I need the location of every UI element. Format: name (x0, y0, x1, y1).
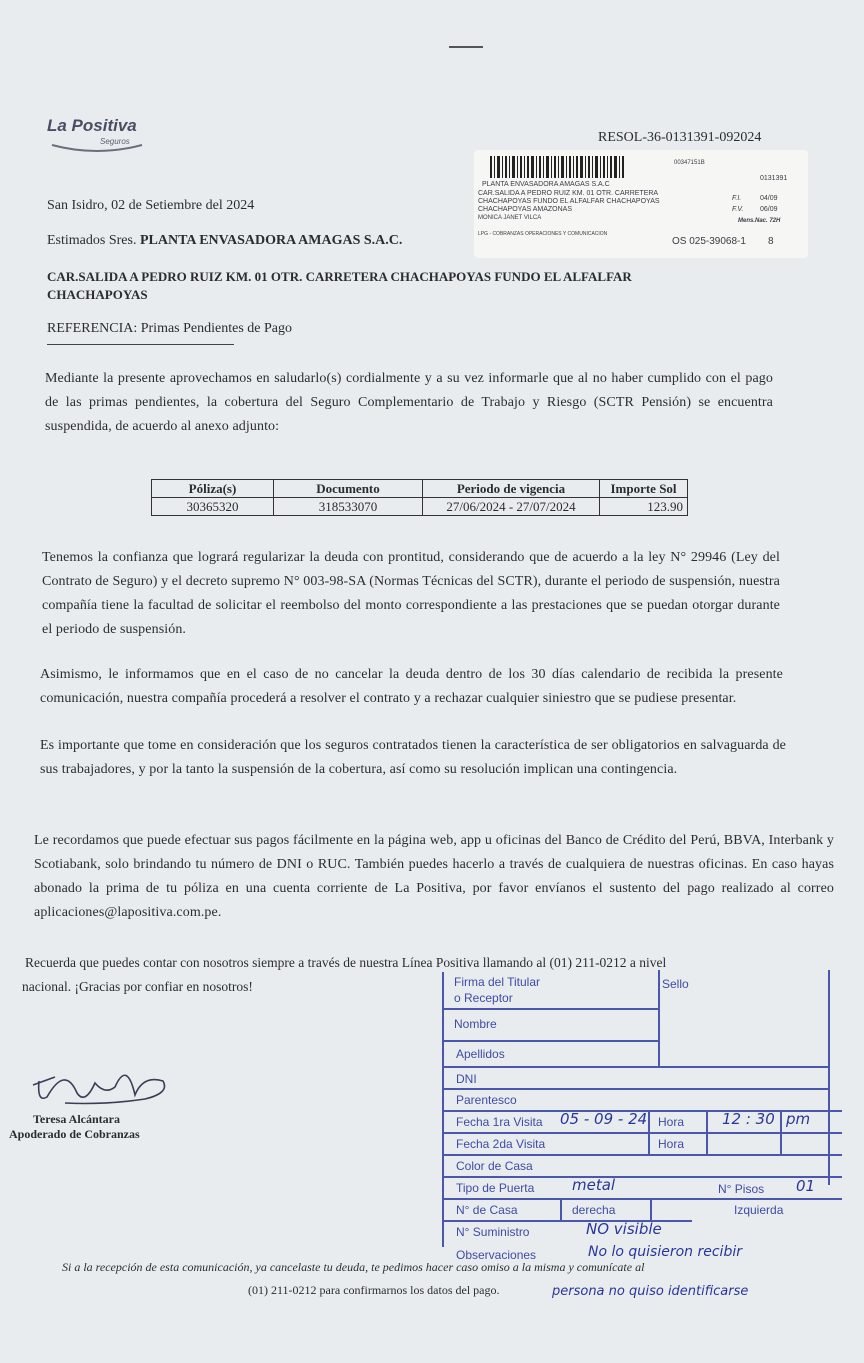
stamp-col-line (560, 1198, 562, 1220)
label-address-1: CAR.SALIDA A PEDRO RUIZ KM. 01 OTR. CARRETERA (478, 190, 659, 197)
label-code: 0131391 (760, 175, 788, 182)
paragraph-5: Le recordamos que puede efectuar sus pagos fácilmente en la página web, app u oficinas del Banco de Crédito del Perú, BBVA, Interbank y Scotiabank, solo brindando tu número de DNI o RUC. También puedes hacerlo a través de cualquiera de nuestras oficinas. En caso hayas abonado la prima de tu póliza en una cuenta corriente de La Positiva, por favor envíanos el sustento del pago realizado al correo aplicaciones@lapositiva.com.pe. (34, 833, 834, 920)
stamp-col-line (780, 1110, 782, 1154)
table-header-poliza: Póliza(s) (152, 480, 274, 498)
logo-swoosh (47, 139, 147, 159)
recipient-address: CAR.SALIDA A PEDRO RUIZ KM. 01 OTR. CARRETERA CHACHAPOYAS FUNDO EL ALFALFAR CHACHAPOYAS (47, 269, 632, 302)
paragraph-3: Asimismo, le informamos que en el caso de no cancelar la deuda dentro de los 30 días calendario de recibida la presente comunicación, nuestra compañía procederá a resolver el contrato y a rechazar cualquier siniestro que se pudiese presentar. (40, 667, 783, 706)
handwritten-fecha1: 05 - 09 - 24 (560, 1110, 648, 1128)
reference-underline (47, 344, 234, 345)
label-os-number: OS 025-39068-1 (672, 236, 746, 247)
stamp-divider-sello (658, 970, 660, 1066)
stamp-row-line (442, 1132, 842, 1134)
stamp-label-hora1: Hora (658, 1115, 685, 1129)
table-header-documento: Documento (274, 480, 423, 498)
stamp-label-fecha1: Fecha 1ra Visita (456, 1115, 543, 1129)
stamp-label-sello: Sello (662, 977, 689, 991)
signature-scribble (25, 1055, 175, 1115)
footer-line-1: Si a la recepción de esta comunicación, ya cancelaste tu deuda, te pedimos hacer caso omiso a la misma y comunícate al (62, 1260, 645, 1274)
label-department: LPG - COBRANZAS OPERACIONES Y COMUNICACION (478, 231, 608, 237)
company-logo-subtitle: Seguros (100, 137, 130, 146)
handwritten-suministro: NO visible (586, 1220, 662, 1238)
signer-name: Teresa Alcántara (33, 1112, 120, 1126)
barcode (490, 156, 670, 178)
stamp-label-n-casa: N° de Casa (456, 1203, 518, 1217)
policy-table (151, 479, 688, 516)
stamp-label-derecha: derecha (572, 1203, 616, 1217)
table-header-periodo: Periodo de vigencia (423, 480, 600, 498)
paragraph-1: Mediante la presente aprovechamos en saludarlo(s) cordialmente y a su vez informarle que al no haber cumplido con el pago de las primas pendientes, la cobertura del Seguro Complementario de Trabajo y Riesgo (SCTR Pensión) se encuentra suspendida, de acuerdo al anexo adjunto: (45, 371, 773, 434)
paragraph-2: Tenemos la confianza que logrará regularizar la deuda con prontitud, considerando que de acuerdo a la ley N° 29946 (Ley del Contrato de Seguro) y el decreto supremo N° 003-98-SA (Normas Técnicas del SCTR), durante el periodo de suspensión, nuestra compañía tiene la facultad de solicitar el reembolso del monto correspondiente a las prestaciones que se puedan otorgar durante el periodo de suspensión. (42, 550, 780, 637)
label-company: PLANTA ENVASADORA AMAGAS S.A.C (482, 181, 610, 188)
table-cell-poliza: 30365320 (152, 498, 274, 516)
label-fv-key: F.V. (732, 206, 744, 213)
stamp-row-line (442, 1066, 830, 1068)
stamp-label-parentesco: Parentesco (456, 1093, 517, 1107)
label-contact: MONICA JANET VILCA (478, 215, 542, 221)
label-fi-key: F.I. (732, 195, 742, 202)
stamp-col-line (706, 1110, 708, 1154)
reference-line: REFERENCIA: Primas Pendientes de Pago (47, 321, 292, 336)
stamp-label-observaciones: Observaciones (456, 1248, 537, 1262)
resolution-number: RESOL-36-0131391-092024 (598, 130, 762, 145)
label-fi-value: 04/09 (760, 195, 778, 202)
paragraph-4: Es importante que tome en consideración que los seguros contratados tienen la característica de ser obligatorios en salvaguarda de sus trabajadores, y por la tanto la suspensión de la cobertura, así como su resolución implican una contingencia. (40, 738, 786, 777)
stamp-col-line (650, 1198, 652, 1220)
stamp-label-dni: DNI (456, 1072, 477, 1086)
stamp-label-hora2: Hora (658, 1137, 685, 1151)
signer-role: Apoderado de Cobranzas (9, 1127, 140, 1141)
footer-line-2: (01) 211-0212 para confirmarnos los datos del pago. (248, 1283, 500, 1297)
shipping-label (474, 150, 808, 258)
handwritten-pisos: 01 (796, 1177, 816, 1195)
table-cell-documento: 318533070 (274, 498, 423, 516)
stamp-label-color: Color de Casa (456, 1159, 533, 1173)
handwritten-ampm: pm (786, 1110, 811, 1128)
barcode-number: 00347151B (674, 160, 705, 166)
label-fv-value: 06/09 (760, 206, 778, 213)
greeting (47, 233, 402, 249)
label-mens: Mens.Nac. 72H (738, 218, 781, 224)
stamp-label-tipo-puerta: Tipo de Puerta (456, 1181, 535, 1195)
label-os-suffix: 8 (768, 236, 774, 247)
letter-date: San Isidro, 02 de Setiembre del 2024 (47, 198, 255, 213)
stamp-label-nombre: Nombre (454, 1017, 497, 1031)
label-address-3: CHACHAPOYAS AMAZONAS (478, 206, 573, 213)
greeting-company: PLANTA ENVASADORA AMAGAS S.A.C. (139, 233, 403, 248)
stamp-border-right (828, 970, 830, 1185)
stamp-label-izquierda: Izquierda (734, 1203, 784, 1217)
label-address-2: CHACHAPOYAS FUNDO EL ALFALFAR CHACHAPOYAS (478, 198, 660, 205)
table-cell-importe: 123.90 (600, 498, 688, 516)
stamp-row-line (442, 1008, 658, 1010)
stamp-row-line (442, 1176, 842, 1178)
stamp-label-fecha2: Fecha 2da Visita (456, 1137, 546, 1151)
handwritten-observacion-1: No lo quisieron recibir (588, 1244, 742, 1260)
table-row (152, 498, 688, 516)
table-header-importe: Importe Sol (600, 480, 688, 498)
stamp-row-line (442, 1088, 830, 1090)
stamp-row-line (442, 1198, 842, 1200)
stamp-row-line (442, 1154, 842, 1156)
stamp-label-suministro: N° Suministro (456, 1225, 530, 1239)
greeting-prefix: Estimados Sres. (47, 233, 140, 248)
table-cell-periodo: 27/06/2024 - 27/07/2024 (423, 498, 600, 516)
stamp-row-line (442, 1040, 658, 1042)
stamp-label-firma: Firma del Titular (454, 975, 541, 989)
handwritten-hora1: 12 : 30 (722, 1110, 775, 1128)
handwritten-observacion-2: persona no quiso identificarse (552, 1284, 749, 1299)
paragraph-6-line-2: nacional. ¡Gracias por confiar en nosotros! (22, 979, 253, 994)
scan-mark (449, 46, 483, 48)
courier-visit-stamp (440, 970, 864, 1270)
company-logo: La Positiva (47, 116, 137, 135)
stamp-label-pisos: N° Pisos (718, 1182, 765, 1196)
stamp-label-receptor: o Receptor (454, 991, 513, 1005)
paragraph-6-line-1: Recuerda que puedes contar con nosotros siempre a través de nuestra Línea Positiva llamando al (01) 211-0212 a nivel (25, 955, 667, 970)
stamp-col-line (648, 1110, 650, 1154)
stamp-label-apellidos: Apellidos (456, 1047, 505, 1061)
handwritten-tipo-puerta: metal (572, 1176, 616, 1194)
